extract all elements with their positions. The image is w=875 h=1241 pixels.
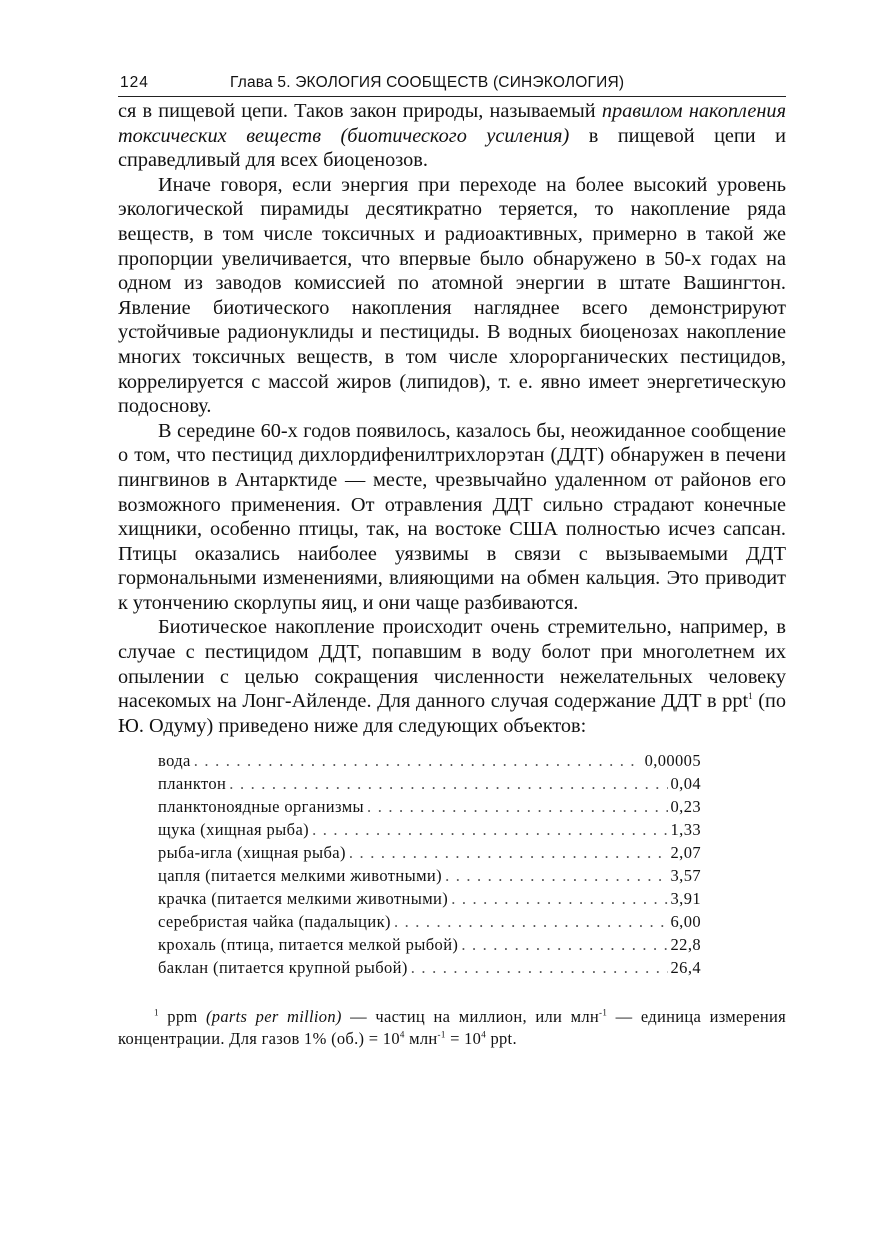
paragraph-1 (118, 99, 786, 173)
paragraph-1-text-start: ся в пищевой цепи. Таков закон природы, называемый (118, 100, 602, 122)
ddt-value: 0,00005 (644, 751, 701, 771)
dot-leader (349, 842, 668, 865)
paragraph-1-text-end: в пищевой цепи и справедливый для всех биоценозов. (118, 124, 786, 172)
dot-leader (461, 934, 667, 957)
footnote-term-expansion: (parts per million) (205, 1006, 342, 1026)
ddt-list-item (158, 934, 701, 957)
ddt-list-item (158, 750, 701, 773)
footnote-superscript: -1 (437, 1029, 446, 1040)
footnote-text: — единица измерения концентрации. Для газов 1% (об.) = 10 (118, 1006, 786, 1048)
chapter-title: Глава 5. ЭКОЛОГИЯ СООБЩЕСТВ (СИНЭКОЛОГИЯ) (230, 74, 625, 91)
rule-name-italic: правилом накопления токсических веществ (биотического усиления) (118, 100, 786, 147)
ddt-value: 3,91 (670, 888, 701, 908)
ddt-object-name: рыба-игла (хищная рыба) (158, 843, 346, 863)
dot-leader (394, 911, 668, 934)
ddt-object-name: планктон (158, 774, 227, 794)
ddt-object-name: крачка (питается мелкими животными) (158, 888, 449, 908)
ddt-value: 0,23 (670, 797, 701, 817)
footnote-text: млн (404, 1029, 438, 1048)
dot-leader (411, 957, 668, 980)
footnote-term: ppm (167, 1006, 198, 1026)
page-number: 124 (120, 74, 149, 91)
ddt-list-item (158, 842, 701, 865)
ddt-object-name: планктоноядные организмы (158, 797, 365, 817)
ddt-value: 2,07 (670, 843, 701, 863)
ddt-value: 22,8 (670, 934, 701, 954)
dot-leader (367, 796, 667, 819)
footnote (118, 1006, 786, 1051)
ddt-object-name: серебристая чайка (падалыцик) (158, 911, 391, 931)
dot-leader (445, 865, 667, 888)
ddt-list-item (158, 773, 701, 796)
footnote-superscript: 4 (481, 1029, 487, 1040)
ddt-list-item (158, 957, 701, 980)
paragraph-2: Иначе говоря, если энергия при переходе на более высокий уровень экологической пирамиды десятикратно теряется, то накопление ряда веществ, в том числе токсичных и радиоактивных, примерно в такой же пропорции увеличивается, что впервые было обнаружено в 50-х годах на одном из заводов комиссией по атомной энергии в штате Вашингтон. Явление биотического накопления нагляднее всего демонстрируют устойчивые радионуклиды и пестициды. В водных биоценозах накопление многих токсичных веществ, в том числе хлорорганических пестицидов, коррелируется с массой жиров (липидов), т. е. явно имеет энергетическую подоснову. (118, 173, 786, 418)
paragraph-4-text-end: (по Ю. Одуму) приведено ниже для следующих объектов: (118, 690, 786, 737)
ddt-value: 6,00 (670, 911, 701, 931)
ddt-object-name: баклан (питается крупной рыбой) (158, 957, 408, 977)
ddt-object-name: вода (158, 751, 191, 771)
ddt-value: 0,04 (670, 774, 701, 794)
footnote-superscript: 4 (399, 1029, 405, 1040)
footnote-reference: 1 (748, 691, 753, 702)
paragraph-3: В середине 60-х годов появилось, казалось бы, неожиданное сообщение о том, что пестицид дихлордифенилтрихлорэтан (ДДТ) обнаружен в печени пингвинов в Антарктиде — месте, чрезвычайно удаленном от районов его возможного применения. От отравления ДДТ сильно страдают конечные хищники, особенно птицы, так, на востоке США полностью исчез сапсан. Птицы оказались наиболее уязвимы в связи с вызываемыми ДДТ гормональными изменениями, влияющими на обмен кальция. Это приводит к утончению скорлупы яиц, и они чаще разбиваются. (118, 419, 786, 614)
dot-leader (451, 888, 667, 911)
ddt-value: 1,33 (670, 820, 701, 840)
ddt-value: 3,57 (670, 865, 701, 885)
dot-leader (194, 750, 642, 773)
body-text (118, 99, 786, 738)
dot-leader (229, 773, 667, 796)
footnote-text: ppt. (486, 1029, 517, 1048)
ddt-list-item (158, 911, 701, 934)
footnote-text: — частиц на миллион, или млн (341, 1006, 600, 1026)
ddt-object-name: цапля (питается мелкими животными) (158, 865, 443, 885)
ddt-list-item (158, 888, 701, 911)
running-header (118, 74, 786, 97)
ddt-concentration-list (158, 750, 701, 979)
ddt-list-item (158, 796, 701, 819)
ddt-list-item (158, 819, 701, 842)
footnote-superscript: -1 (599, 1007, 608, 1017)
book-page (118, 74, 786, 1051)
ddt-list-item (158, 865, 701, 888)
footnote-marker: 1 (154, 1007, 159, 1017)
ddt-object-name: щука (хищная рыба) (158, 820, 310, 840)
dot-leader (312, 819, 667, 842)
paragraph-4-text-start: Биотическое накопление происходит очень стремительно, например, в случае с пестицидом ДДТ, попавшим в воду болот при многолетнем их опылении с целью сокращения численности нежелательных человеку насекомых на Лонг-Айленде. Для данного случая содержание ДДТ в ppt (118, 616, 786, 713)
ddt-object-name: крохаль (птица, питается мелкой рыбой) (158, 934, 459, 954)
paragraph-4 (118, 615, 786, 738)
ddt-value: 26,4 (670, 957, 701, 977)
footnote-text: = 10 (445, 1029, 482, 1048)
